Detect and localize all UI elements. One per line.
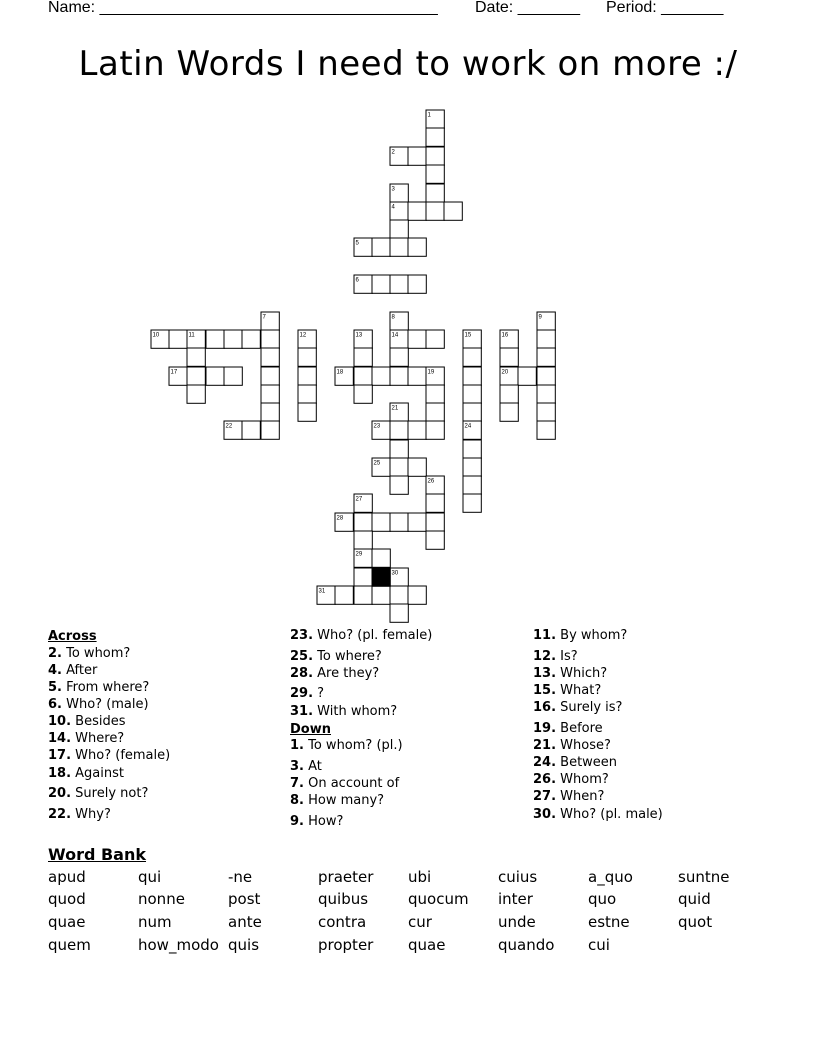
clue-number: 8. bbox=[290, 793, 304, 808]
clue-text: On account of bbox=[303, 776, 400, 791]
clue-text: To whom? (pl.) bbox=[303, 738, 403, 753]
clue-text: Who? (male) bbox=[61, 697, 149, 712]
clue-item bbox=[533, 772, 609, 788]
crossword-cell[interactable] bbox=[500, 385, 518, 403]
crossword-cell[interactable] bbox=[463, 458, 481, 476]
page-title: Latin Words I need to work on more :/ bbox=[78, 44, 738, 84]
crossword-cell[interactable] bbox=[408, 586, 426, 604]
clue-number: 12. bbox=[533, 649, 557, 664]
clue-text: Who? (female) bbox=[71, 748, 171, 763]
clue-text: Besides bbox=[71, 714, 126, 729]
crossword-cell[interactable] bbox=[426, 184, 444, 202]
word-bank-word: ante bbox=[228, 913, 262, 931]
crossword-cell[interactable] bbox=[426, 165, 444, 183]
crossword-cell[interactable] bbox=[463, 367, 481, 385]
clue-item bbox=[290, 814, 343, 830]
word-bank-word: quae bbox=[48, 913, 86, 931]
word-bank-word: cur bbox=[408, 913, 432, 931]
crossword-cell[interactable] bbox=[261, 403, 279, 421]
crossword-cell[interactable] bbox=[242, 330, 260, 348]
crossword-cell[interactable] bbox=[537, 367, 555, 385]
clue-number: 6. bbox=[48, 697, 62, 712]
clue-text: Before bbox=[556, 721, 603, 736]
clue-item bbox=[48, 663, 97, 679]
crossword-cell[interactable] bbox=[500, 403, 518, 421]
clue-item bbox=[533, 738, 611, 754]
word-bank-word: estne bbox=[588, 913, 630, 931]
clue-item bbox=[290, 628, 432, 644]
crossword-cell[interactable] bbox=[298, 367, 316, 385]
crossword-cell[interactable] bbox=[354, 385, 372, 403]
crossword-cell[interactable] bbox=[390, 220, 408, 238]
word-bank-word: quocum bbox=[408, 890, 469, 908]
clue-text: Who? (pl. male) bbox=[556, 807, 663, 822]
crossword-cell[interactable] bbox=[390, 440, 408, 458]
word-bank-word: cuius bbox=[498, 868, 538, 886]
crossword-cell[interactable] bbox=[463, 440, 481, 458]
clue-number-label: 7 bbox=[262, 314, 266, 321]
crossword-cell[interactable] bbox=[408, 367, 426, 385]
clue-item bbox=[290, 666, 379, 682]
clue-number: 17. bbox=[48, 748, 72, 763]
clue-number-label: 5 bbox=[355, 240, 359, 247]
date-field-label: Date: _______ bbox=[475, 0, 580, 16]
crossword-cell[interactable] bbox=[372, 549, 390, 567]
clue-number-label: 2 bbox=[391, 149, 395, 156]
clue-item bbox=[48, 786, 148, 802]
clue-number: 9. bbox=[290, 814, 304, 829]
clue-text: Are they? bbox=[313, 666, 380, 681]
clue-item bbox=[533, 807, 663, 823]
crossword-cell[interactable] bbox=[408, 458, 426, 476]
crossword-cell[interactable] bbox=[426, 421, 444, 439]
crossword-cell[interactable] bbox=[537, 385, 555, 403]
clue-number-label: 18 bbox=[336, 369, 344, 376]
clue-number: 30. bbox=[533, 807, 557, 822]
word-bank-word: suntne bbox=[678, 868, 730, 886]
word-bank-word: cui bbox=[588, 936, 610, 954]
clue-number-label: 4 bbox=[391, 204, 395, 211]
word-bank-word: how_modo bbox=[138, 936, 219, 954]
clue-number-label: 10 bbox=[152, 332, 160, 339]
clue-number: 24. bbox=[533, 755, 557, 770]
clue-number-label: 11 bbox=[188, 332, 195, 339]
clue-number: 3. bbox=[290, 759, 304, 774]
clue-number: 26. bbox=[533, 772, 557, 787]
crossword-cell[interactable] bbox=[187, 385, 205, 403]
clue-number-label: 14 bbox=[391, 332, 399, 339]
crossword-cell[interactable] bbox=[537, 421, 555, 439]
clue-text: How? bbox=[303, 814, 344, 829]
crossword-cell[interactable] bbox=[408, 330, 426, 348]
crossword-cell[interactable] bbox=[261, 367, 279, 385]
crossword-cell[interactable] bbox=[390, 513, 408, 531]
crossword-cell[interactable] bbox=[354, 367, 372, 385]
clue-number-label: 19 bbox=[427, 369, 435, 376]
word-bank-word: nonne bbox=[138, 890, 185, 908]
crossword-cell[interactable] bbox=[261, 348, 279, 366]
clue-item bbox=[533, 755, 617, 771]
crossword-cell[interactable] bbox=[354, 568, 372, 586]
clue-item bbox=[290, 793, 384, 809]
clue-number-label: 16 bbox=[501, 332, 509, 339]
word-bank-word: quem bbox=[48, 936, 91, 954]
period-field-label: Period: _______ bbox=[606, 0, 724, 16]
clue-item bbox=[533, 683, 601, 699]
crossword-cell[interactable] bbox=[537, 403, 555, 421]
crossword-cell[interactable] bbox=[426, 330, 444, 348]
crossword-cell[interactable] bbox=[408, 513, 426, 531]
clue-number: 5. bbox=[48, 680, 62, 695]
crossword-cell[interactable] bbox=[372, 586, 390, 604]
clue-number: 14. bbox=[48, 731, 72, 746]
crossword-cell[interactable] bbox=[426, 494, 444, 512]
clue-item bbox=[48, 714, 126, 730]
clue-item bbox=[48, 807, 111, 823]
crossword-cell[interactable] bbox=[408, 147, 426, 165]
clue-item bbox=[48, 766, 124, 782]
clue-text: Is? bbox=[556, 649, 578, 664]
clue-item bbox=[48, 680, 149, 696]
word-bank-word: quis bbox=[228, 936, 260, 954]
crossword-cell[interactable] bbox=[187, 367, 205, 385]
clue-text: Whom? bbox=[556, 772, 609, 787]
clue-number-label: 9 bbox=[538, 314, 542, 321]
clue-number-label: 12 bbox=[299, 332, 307, 339]
clue-text: Why? bbox=[71, 807, 111, 822]
crossword-cell[interactable] bbox=[298, 348, 316, 366]
word-bank-word: inter bbox=[498, 890, 533, 908]
clue-item bbox=[290, 759, 322, 775]
clue-item bbox=[533, 789, 604, 805]
crossword-cell[interactable] bbox=[372, 513, 390, 531]
word-bank-word: contra bbox=[318, 913, 367, 931]
clue-item bbox=[290, 686, 324, 702]
crossword-cell[interactable] bbox=[444, 202, 462, 220]
crossword-cell[interactable] bbox=[408, 238, 426, 256]
clue-item bbox=[533, 721, 603, 737]
clue-number-label: 31 bbox=[318, 588, 326, 595]
crossword-cell[interactable] bbox=[408, 421, 426, 439]
crossword-cell[interactable] bbox=[187, 348, 205, 366]
crossword-cell[interactable] bbox=[372, 238, 390, 256]
clue-text: Where? bbox=[71, 731, 125, 746]
crossword-cell[interactable] bbox=[426, 147, 444, 165]
clue-text: When? bbox=[556, 789, 605, 804]
clue-number: 22. bbox=[48, 807, 72, 822]
clue-item bbox=[48, 748, 170, 764]
clue-number: 25. bbox=[290, 649, 314, 664]
crossword-cell[interactable] bbox=[390, 421, 408, 439]
crossword-cell[interactable] bbox=[390, 348, 408, 366]
clue-item bbox=[533, 628, 627, 644]
crossword-cell[interactable] bbox=[390, 275, 408, 293]
clue-number: 15. bbox=[533, 683, 557, 698]
word-bank-word: post bbox=[228, 890, 261, 908]
clue-item bbox=[533, 700, 622, 716]
clue-item bbox=[290, 704, 397, 720]
clue-number: 23. bbox=[290, 628, 314, 643]
clue-number: 13. bbox=[533, 666, 557, 681]
clue-item bbox=[290, 738, 403, 754]
clue-number-label: 1 bbox=[427, 112, 431, 119]
crossword-cell[interactable] bbox=[500, 348, 518, 366]
crossword-cell[interactable] bbox=[426, 202, 444, 220]
crossword-cell[interactable] bbox=[242, 421, 260, 439]
clue-item bbox=[48, 697, 149, 713]
clue-text: From where? bbox=[61, 680, 150, 695]
clue-item bbox=[290, 776, 399, 792]
crossword-cell[interactable] bbox=[298, 403, 316, 421]
clue-text: After bbox=[61, 663, 98, 678]
clue-number-label: 15 bbox=[464, 332, 472, 339]
blocked-cell bbox=[372, 568, 390, 586]
clue-text: By whom? bbox=[556, 628, 628, 643]
crossword-cell[interactable] bbox=[390, 238, 408, 256]
clue-text: Against bbox=[71, 766, 124, 781]
clue-number-label: 8 bbox=[391, 314, 395, 321]
crossword-cell[interactable] bbox=[354, 586, 372, 604]
crossword-cell[interactable] bbox=[298, 385, 316, 403]
clue-number-label: 6 bbox=[355, 277, 359, 284]
clue-number-label: 26 bbox=[427, 478, 435, 485]
crossword-cell[interactable] bbox=[335, 586, 353, 604]
crossword-cell[interactable] bbox=[372, 367, 390, 385]
clue-number: 10. bbox=[48, 714, 72, 729]
clue-number-label: 13 bbox=[355, 332, 363, 339]
crossword-cell[interactable] bbox=[537, 348, 555, 366]
clue-text: To whom? bbox=[61, 646, 131, 661]
crossword-cell[interactable] bbox=[426, 128, 444, 146]
crossword-cell[interactable] bbox=[408, 202, 426, 220]
crossword-cell[interactable] bbox=[390, 367, 408, 385]
crossword-cell[interactable] bbox=[354, 348, 372, 366]
word-bank-word: a_quo bbox=[588, 868, 633, 886]
clue-number: 11. bbox=[533, 628, 557, 643]
word-bank-word: quod bbox=[48, 890, 86, 908]
clue-number-label: 25 bbox=[373, 460, 381, 467]
clue-text: To where? bbox=[313, 649, 382, 664]
clue-item bbox=[48, 731, 124, 747]
clue-number-label: 24 bbox=[464, 423, 472, 430]
clue-number-label: 21 bbox=[391, 405, 399, 412]
crossword-cell[interactable] bbox=[408, 275, 426, 293]
crossword-cell[interactable] bbox=[463, 385, 481, 403]
crossword-cell[interactable] bbox=[224, 330, 242, 348]
clue-number-label: 28 bbox=[336, 515, 344, 522]
crossword-cell[interactable] bbox=[354, 513, 372, 531]
clue-number: 7. bbox=[290, 776, 304, 791]
crossword-cell[interactable] bbox=[426, 531, 444, 549]
clue-number-label: 27 bbox=[355, 496, 363, 503]
clue-text: What? bbox=[556, 683, 602, 698]
clue-text: Surely is? bbox=[556, 700, 623, 715]
word-bank-word: qui bbox=[138, 868, 162, 886]
clue-text: With whom? bbox=[313, 704, 398, 719]
crossword-cell[interactable] bbox=[390, 476, 408, 494]
clue-number: 21. bbox=[533, 738, 557, 753]
word-bank-word: quid bbox=[678, 890, 711, 908]
word-bank-word: apud bbox=[48, 868, 86, 886]
crossword-cell[interactable] bbox=[426, 403, 444, 421]
crossword-cell[interactable] bbox=[390, 458, 408, 476]
clue-number: 2. bbox=[48, 646, 62, 661]
word-bank-word: -ne bbox=[228, 868, 253, 886]
word-bank-word: praeter bbox=[318, 868, 374, 886]
down-heading: Down bbox=[290, 722, 331, 737]
crossword-cell[interactable] bbox=[354, 531, 372, 549]
clue-number: 20. bbox=[48, 786, 72, 801]
clue-text: ? bbox=[313, 686, 325, 701]
crossword-cell[interactable] bbox=[261, 330, 279, 348]
crossword-cell[interactable] bbox=[426, 385, 444, 403]
clue-text: Whose? bbox=[556, 738, 611, 753]
crossword-cell[interactable] bbox=[372, 275, 390, 293]
crossword-cell[interactable] bbox=[261, 421, 279, 439]
crossword-cell[interactable] bbox=[390, 586, 408, 604]
word-bank-title: Word Bank bbox=[48, 845, 147, 864]
crossword-cell[interactable] bbox=[463, 348, 481, 366]
crossword-cell[interactable] bbox=[463, 476, 481, 494]
crossword-cell[interactable] bbox=[537, 330, 555, 348]
clue-text: How many? bbox=[303, 793, 385, 808]
clue-item bbox=[48, 646, 130, 662]
word-bank-word: quae bbox=[408, 936, 446, 954]
crossword-cell[interactable] bbox=[169, 330, 187, 348]
clue-number: 4. bbox=[48, 663, 62, 678]
crossword-cell[interactable] bbox=[463, 403, 481, 421]
clue-number-label: 29 bbox=[355, 551, 363, 558]
clue-item bbox=[533, 666, 607, 682]
clue-text: Which? bbox=[556, 666, 608, 681]
crossword-cell[interactable] bbox=[206, 330, 224, 348]
word-bank-word: quot bbox=[678, 913, 713, 931]
clue-number-label: 30 bbox=[391, 570, 399, 577]
clue-number: 1. bbox=[290, 738, 304, 753]
word-bank-word: quando bbox=[498, 936, 555, 954]
clue-number: 16. bbox=[533, 700, 557, 715]
name-field-label: Name: ______________________________________ bbox=[48, 0, 438, 16]
word-bank-word: num bbox=[138, 913, 172, 931]
crossword-cell[interactable] bbox=[518, 367, 536, 385]
clue-number: 19. bbox=[533, 721, 557, 736]
clue-number-label: 17 bbox=[170, 369, 178, 376]
crossword-cell[interactable] bbox=[426, 513, 444, 531]
crossword-cell[interactable] bbox=[206, 367, 224, 385]
across-heading: Across bbox=[48, 629, 97, 644]
word-bank-word: quibus bbox=[318, 890, 369, 908]
clue-number: 18. bbox=[48, 766, 72, 781]
clue-text: At bbox=[303, 759, 322, 774]
crossword-cell[interactable] bbox=[224, 367, 242, 385]
word-bank-word: ubi bbox=[408, 868, 432, 886]
clue-number-label: 23 bbox=[373, 423, 381, 430]
clue-number: 31. bbox=[290, 704, 314, 719]
clue-number: 28. bbox=[290, 666, 314, 681]
clue-text: Who? (pl. female) bbox=[313, 628, 433, 643]
clue-number: 27. bbox=[533, 789, 557, 804]
clue-text: Between bbox=[556, 755, 618, 770]
clue-number-label: 3 bbox=[391, 186, 395, 193]
crossword-cell[interactable] bbox=[390, 604, 408, 622]
crossword-cell[interactable] bbox=[463, 494, 481, 512]
word-bank-word: unde bbox=[498, 913, 536, 931]
clue-number-label: 22 bbox=[225, 423, 233, 430]
word-bank-word: propter bbox=[318, 936, 374, 954]
clue-item bbox=[533, 649, 578, 665]
clue-text: Surely not? bbox=[71, 786, 149, 801]
clue-item bbox=[290, 649, 382, 665]
clue-number: 29. bbox=[290, 686, 314, 701]
word-bank-word: quo bbox=[588, 890, 617, 908]
crossword-cell[interactable] bbox=[261, 385, 279, 403]
clue-number-label: 20 bbox=[501, 369, 509, 376]
